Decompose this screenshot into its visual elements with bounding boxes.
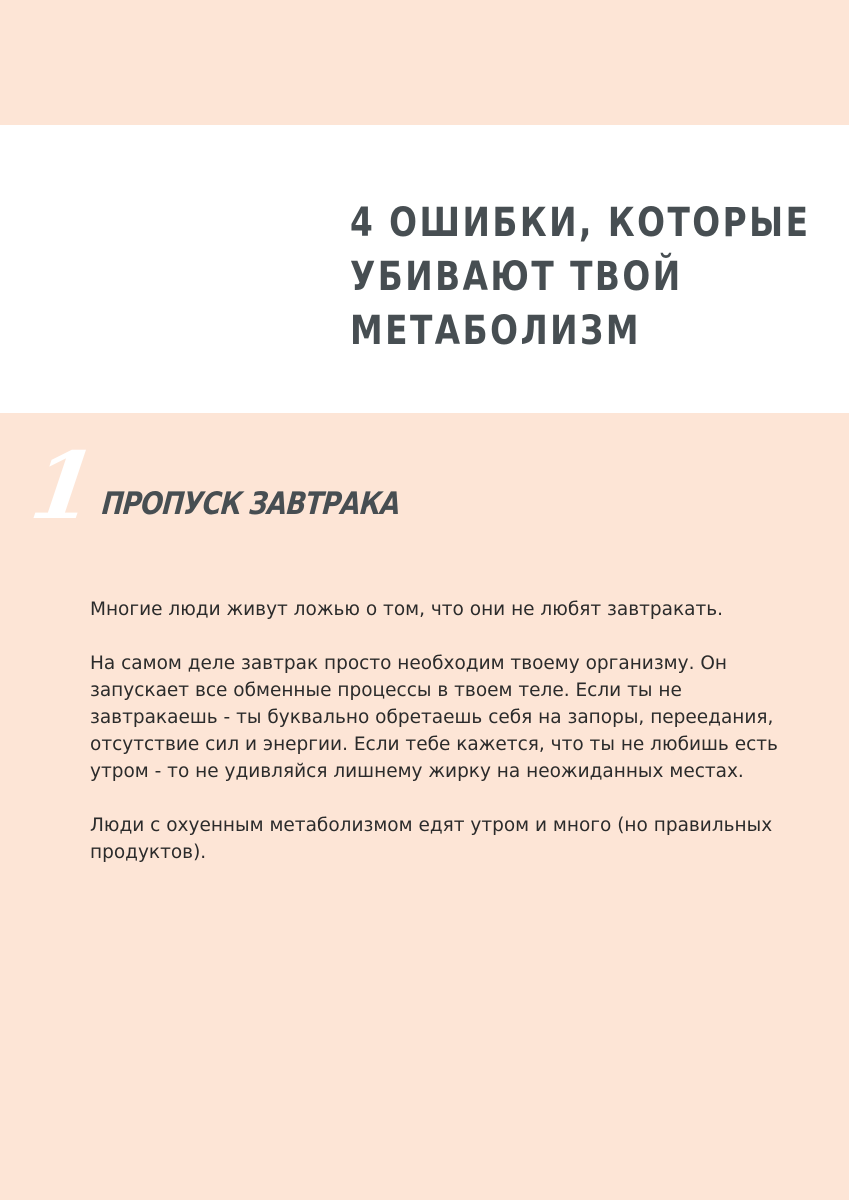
body-paragraph-1: Многие люди живут ложью о том, что они не любят завтракать. xyxy=(90,599,724,620)
page-title xyxy=(350,196,811,358)
body-paragraph-3: Люди с охуенным метаболизмом едят утром и много (но правильных продуктов). xyxy=(90,815,773,863)
body-paragraph-2: На самом деле завтрак просто необходим твоему организму. Он запускает все обменные процессы в твоем теле. Если ты не завтракаешь - ты буквально обретаешь себя на запоры, переедания, отсутствие сил и энергии. Если тебе кажется, что ты не любишь есть утром - то не удивляйся лишнему жирку на неожиданных местах. xyxy=(90,653,778,782)
section-heading: ПРОПУСК ЗАВТРАКА xyxy=(100,486,402,522)
section-body xyxy=(90,596,790,893)
page-title-line-2: УБИВАЮТ ТВОЙ xyxy=(350,254,683,300)
page-title-line-3: МЕТАБОЛИЗМ xyxy=(350,308,641,354)
section-number: 1 xyxy=(24,432,104,540)
page-title-line-1: 4 ОШИБКИ, КОТОРЫЕ xyxy=(350,200,811,246)
